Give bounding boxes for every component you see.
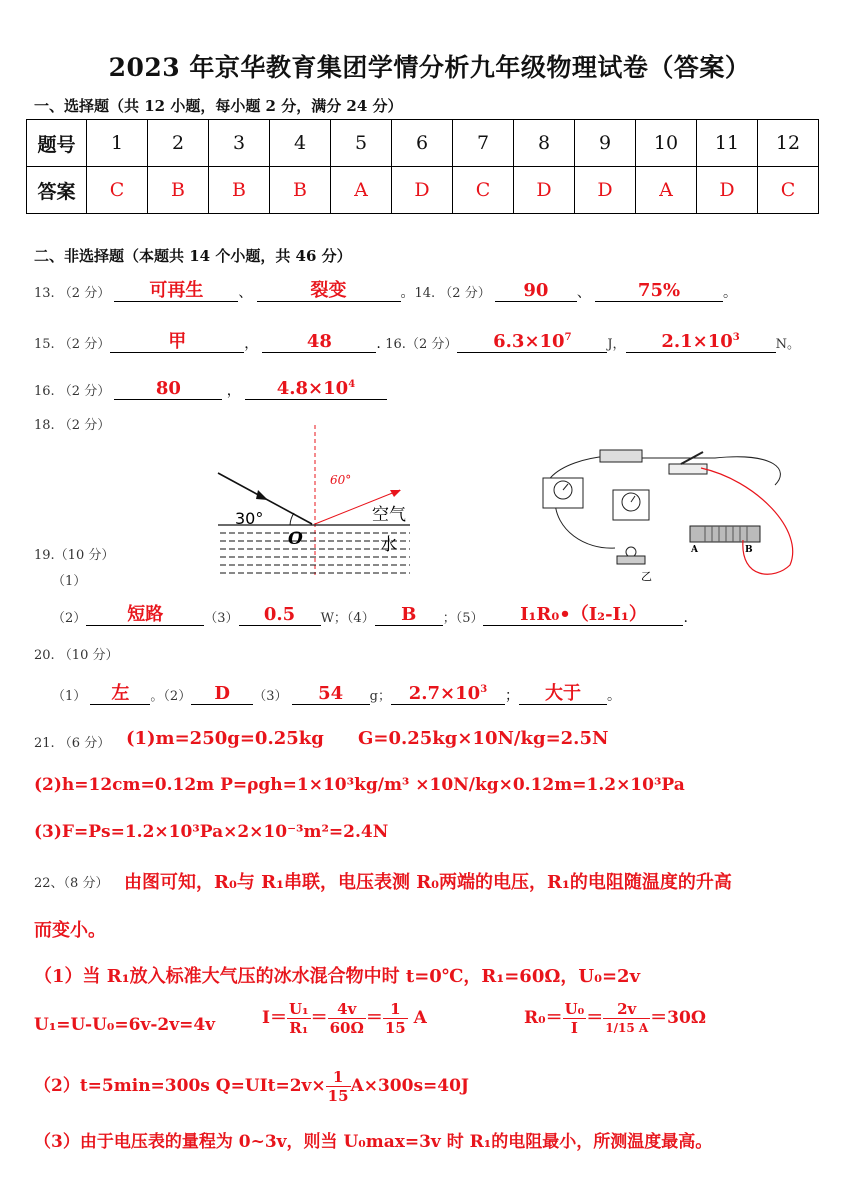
q22-part2-a: （2）t=5min=300s Q=UIt=2v× [34, 1076, 326, 1096]
table-cell: 3 [209, 120, 270, 167]
answer-cell: A [636, 167, 697, 214]
q19-sub5: ；（5） [442, 611, 484, 626]
angle-30-label: 30° [235, 509, 264, 528]
angle-arc [290, 513, 294, 525]
row-header-number: 题号 [27, 120, 87, 167]
q16a-answer1-exp: 7 [564, 332, 572, 343]
q20-answers-line: （1） 左 。（2） D （3） 54 g； $2.7\times 10^3$ ； 大于 。 [52, 680, 621, 705]
answer-cell: C [87, 167, 148, 214]
q22-resistance-formula: R₀＝ $\frac{\text{U₀}}{I}$ ＝ 2v 1/15 A ＝30Ω [524, 1000, 706, 1037]
current-lhs: I＝ [262, 1008, 287, 1028]
q20-sub2: 。（2） [150, 689, 192, 704]
fraction-den: 15 [384, 1019, 406, 1037]
angle-60-label: 60° [330, 473, 352, 487]
q16a-unit1: J， [607, 337, 626, 352]
q16b-label: 16. （2 分） [34, 384, 111, 399]
q19-sub3: （3） [204, 611, 239, 626]
fraction-den: R₁ [289, 1019, 309, 1037]
answer-cell: D [514, 167, 575, 214]
answer-cell: D [697, 167, 758, 214]
fraction-u0-i [563, 1000, 587, 1037]
q16b-line: 16. （2 分） 80 ， $4.8\times 10^4$ [34, 375, 387, 400]
section1-heading: 一、选择题（共 12 小题，每小题 2 分，满分 24 分） [34, 97, 403, 115]
q21-line1b: G=0.25kg×10N/kg=2.5N [358, 728, 609, 749]
q19-answer4: B [375, 605, 443, 626]
table-row-answers [27, 167, 819, 214]
fraction-num: 2v [603, 1000, 650, 1019]
fraction-num: 1 [326, 1068, 351, 1087]
q16a-answer1-base: 6.3×10 [493, 331, 565, 352]
answer-cell: B [270, 167, 331, 214]
q16a-unit2: N。 [775, 337, 800, 352]
q16a-answer2 [626, 328, 776, 353]
air-label: 空气 [372, 505, 406, 525]
q20-answer4-exp: 3 [480, 684, 488, 695]
fraction-num: U₁ [288, 1000, 309, 1018]
fraction-num: 1 [383, 1000, 408, 1019]
fraction-1-15 [383, 1000, 408, 1037]
water-label: 水 [380, 535, 397, 555]
table-cell: 1 [87, 120, 148, 167]
q20-sub1: （1） [52, 689, 87, 704]
q13-answer1: 可再生 [114, 281, 238, 302]
q20-answer4-base: 2.7×10 [408, 683, 481, 704]
q18-label: 18. （2 分） [34, 418, 111, 433]
q22-part2-b: A×300s=40J [350, 1076, 469, 1096]
fraction-den: 60Ω [329, 1019, 364, 1037]
page-title: 2023 年京华教育集团学情分析九年级物理试卷（答案） [108, 53, 751, 82]
q16a-answer2-exp: 3 [732, 332, 740, 343]
q20-answer5: 大于 [519, 684, 607, 705]
q16b-answer2-base: 4.8×10 [276, 378, 349, 399]
table-cell: 2 [148, 120, 209, 167]
point-o-label: O [288, 529, 303, 549]
q22-intro2: 而变小。 [34, 920, 106, 941]
resistance-lhs: R₀＝ [524, 1008, 563, 1028]
answer-table [26, 119, 819, 214]
q20-sub3: （3） [253, 689, 288, 704]
q22-part2 [34, 1068, 469, 1105]
q19-answers-line: （2） 短路 （3） 0.5 W；（4） B ；（5） I₁R₀•（I₂-I₁） . [52, 604, 688, 626]
q22-part3: （3）由于电压表的量程为 0~3v，则当 U₀max=3v 时 R₁的电阻最小，所测温度最高。 [34, 1132, 713, 1152]
q19-answer2: 短路 [86, 605, 204, 626]
q15-answer2: 48 [262, 332, 376, 353]
q19-sub1: （1） [52, 574, 87, 589]
fraction-u1-r1 [287, 1000, 311, 1037]
answer-cell: D [575, 167, 636, 214]
q22-u1: U₁=U-U₀=6v-2v=4v [34, 1015, 216, 1035]
q21-line1a: (1)m=250g=0.25kg [126, 728, 324, 749]
rheostat-top [600, 450, 642, 462]
q19-label: 19.（10 分） [34, 548, 115, 563]
table-cell: 9 [575, 120, 636, 167]
table-cell: 6 [392, 120, 453, 167]
q20-answer2: D [191, 684, 253, 705]
q15-line: 15. （2 分） 甲 ， 48 . 16.（2 分） $6.3\times 10^7$ J， $2.1\times 10^3$ N。 [34, 328, 800, 353]
table-cell: 12 [758, 120, 819, 167]
q16b-answer2-exp: 4 [348, 379, 356, 390]
q22-label: 22、（8 分） [34, 876, 109, 891]
q20-unit3: g； [369, 689, 391, 704]
q15-label: 15. （2 分） [34, 337, 111, 352]
row-header-answer: 答案 [27, 167, 87, 214]
q20-answer1: 左 [90, 684, 150, 705]
q16b-answer1: 80 [114, 379, 222, 400]
incident-arrow [256, 490, 268, 500]
q16a-answer1 [457, 328, 607, 353]
q19-answer5: I₁R₀•（I₂-I₁） [483, 605, 683, 626]
q19-answer3: 0.5 [239, 605, 321, 626]
q19-sub2: （2） [52, 611, 87, 626]
fraction-den: 1/15 A [605, 1021, 649, 1035]
q15-answer1: 甲 [110, 332, 244, 353]
q13-answer2: 裂变 [257, 281, 401, 302]
q22-current-formula: I＝ $\frac{\text{U₁}}{\text{R₁}}$ ＝ $\frac{4v}{60\Omega}$ ＝ $\frac{1}{15}$ A [262, 1000, 427, 1037]
coil-label-b: B [745, 545, 753, 555]
q16b-answer2 [245, 375, 387, 400]
answer-cell: B [209, 167, 270, 214]
q20-answer3: 54 [292, 684, 370, 705]
q16a-label: 16.（2 分） [385, 337, 458, 352]
q20-answer4 [391, 680, 505, 705]
resistance-result: ＝30Ω [650, 1008, 706, 1028]
fraction-2v [603, 1000, 650, 1037]
q20-label: 20. （10 分） [34, 648, 119, 663]
resistance-coil [690, 526, 760, 542]
fraction-4v-60 [328, 1000, 366, 1037]
table-cell: 7 [453, 120, 514, 167]
answer-cell: A [331, 167, 392, 214]
table-cell: 8 [514, 120, 575, 167]
q22-intro1: 由图可知，R₀与 R₁串联，电压表测 R₀两端的电压，R₁的电阻随温度的升高 [124, 872, 732, 893]
table-cell: 5 [331, 120, 392, 167]
answer-cell: B [148, 167, 209, 214]
q14-answer2: 75% [595, 281, 723, 302]
table-cell: 10 [636, 120, 697, 167]
red-wire [701, 468, 793, 574]
q22-part1: （1）当 R₁放入标准大气压的冰水混合物中时 t=0℃，R₁=60Ω，U₀=2v [34, 966, 641, 987]
q14-label: 14. （2 分） [414, 286, 491, 301]
reflection-diagram [210, 420, 440, 590]
answer-cell: C [453, 167, 514, 214]
fraction-1-15-b [326, 1068, 351, 1105]
q21-line3: (3)F=Ps=1.2×10³Pa×2×10⁻³m²=2.4N [34, 822, 389, 842]
q21-line2: (2)h=12cm=0.12m P=ρgh=1×10³kg/m³ ×10N/kg×0.12m=1.2×10³Pa [34, 775, 685, 795]
q14-answer1: 90 [495, 281, 577, 302]
fraction-den: I [570, 1019, 578, 1037]
fraction-num: U₀ [564, 1000, 585, 1018]
q16a-answer2-base: 2.1×10 [661, 331, 733, 352]
coil-label-a: A [691, 545, 698, 555]
fraction-den: 15 [327, 1087, 349, 1105]
q13-line: 13. （2 分） 可再生 、 裂变 。14. （2 分） 90 、 75% 。 [34, 280, 737, 301]
fraction-num: 4v [328, 1000, 366, 1019]
switch [669, 464, 707, 474]
q13-label: 13. （2 分） [34, 286, 111, 301]
table-cell: 4 [270, 120, 331, 167]
answer-cell: C [758, 167, 819, 214]
current-unit: A [413, 1008, 427, 1028]
table-row-numbers [27, 120, 819, 167]
figure-yi-label: 乙 [641, 570, 652, 583]
table-cell: 11 [697, 120, 758, 167]
q19-unit3: W；（4） [320, 611, 375, 626]
answer-cell: D [392, 167, 453, 214]
circuit-diagram [515, 440, 800, 590]
q21-label: 21. （6 分） [34, 736, 111, 751]
section2-heading: 二、非选择题（本题共 14 个小题，共 46 分） [34, 247, 352, 265]
